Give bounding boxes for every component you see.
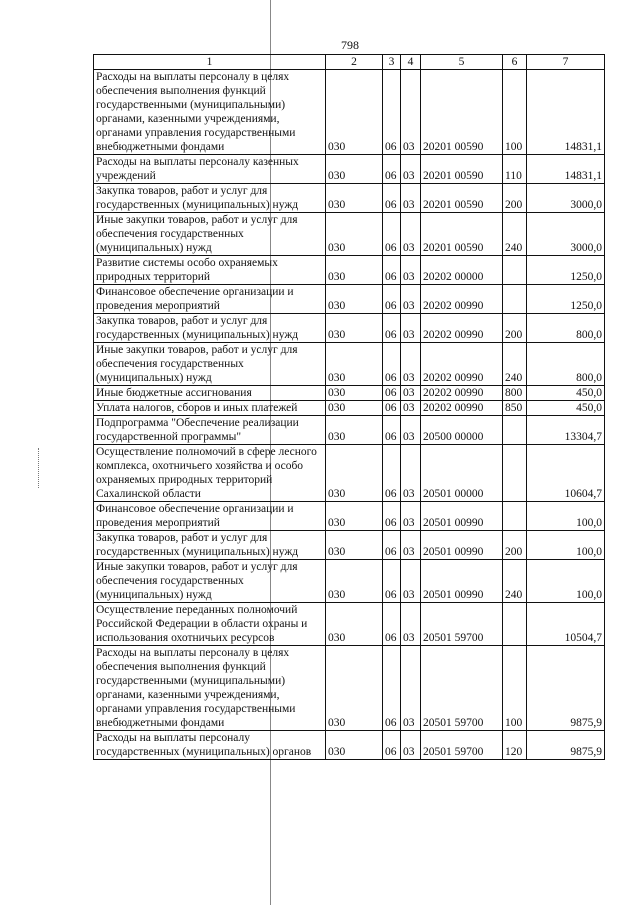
row-name-cell: Иные закупки товаров, работ и услуг для обеспечения государственных (муниципальных) нужд (94, 560, 326, 603)
row-admin-code-cell: 030 (326, 70, 383, 155)
row-subsection-cell: 03 (401, 603, 421, 646)
row-section-cell: 06 (383, 155, 401, 184)
row-admin-code-cell: 030 (326, 256, 383, 285)
table-row (94, 184, 605, 213)
row-admin-code-cell: 030 (326, 285, 383, 314)
table-row (94, 386, 605, 401)
row-target-code-cell: 20501 59700 (421, 603, 503, 646)
table-row (94, 314, 605, 343)
row-expense-type-cell: 110 (503, 155, 527, 184)
row-target-code-cell: 20500 00000 (421, 416, 503, 445)
row-section-cell: 06 (383, 416, 401, 445)
row-target-code-cell: 20202 00990 (421, 401, 503, 416)
row-admin-code-cell: 030 (326, 560, 383, 603)
row-subsection-cell: 03 (401, 386, 421, 401)
row-amount-cell: 3000,0 (527, 213, 605, 256)
row-name-cell: Расходы на выплаты персоналу государственных (муниципальных) органов (94, 731, 326, 760)
table-row (94, 531, 605, 560)
row-section-cell: 06 (383, 285, 401, 314)
row-section-cell: 06 (383, 386, 401, 401)
row-amount-cell: 100,0 (527, 502, 605, 531)
row-subsection-cell: 03 (401, 416, 421, 445)
row-admin-code-cell: 030 (326, 603, 383, 646)
row-amount-cell: 800,0 (527, 343, 605, 386)
row-section-cell: 06 (383, 70, 401, 155)
row-expense-type-cell: 200 (503, 531, 527, 560)
row-amount-cell: 3000,0 (527, 184, 605, 213)
row-expense-type-cell: 850 (503, 401, 527, 416)
header-col-2: 2 (326, 55, 383, 70)
row-admin-code-cell: 030 (326, 445, 383, 502)
row-expense-type-cell: 100 (503, 646, 527, 731)
row-target-code-cell: 20202 00990 (421, 285, 503, 314)
row-admin-code-cell: 030 (326, 213, 383, 256)
row-name-cell: Расходы на выплаты персоналу в целях обеспечения выполнения функций государственными (муниципальными) органами, казенными учреждениями, органами управления государственными внебюджетными фондами (94, 70, 326, 155)
row-section-cell: 06 (383, 445, 401, 502)
row-subsection-cell: 03 (401, 70, 421, 155)
row-admin-code-cell: 030 (326, 646, 383, 731)
row-admin-code-cell: 030 (326, 184, 383, 213)
row-subsection-cell: 03 (401, 184, 421, 213)
row-name-cell: Закупка товаров, работ и услуг для государственных (муниципальных) нужд (94, 531, 326, 560)
row-target-code-cell: 20202 00990 (421, 343, 503, 386)
row-amount-cell: 14831,1 (527, 155, 605, 184)
row-admin-code-cell: 030 (326, 314, 383, 343)
row-amount-cell: 800,0 (527, 314, 605, 343)
row-admin-code-cell: 030 (326, 531, 383, 560)
table-row (94, 70, 605, 155)
row-amount-cell: 1250,0 (527, 285, 605, 314)
row-admin-code-cell: 030 (326, 386, 383, 401)
row-amount-cell: 1250,0 (527, 256, 605, 285)
row-section-cell: 06 (383, 343, 401, 386)
row-expense-type-cell: 200 (503, 184, 527, 213)
row-expense-type-cell: 800 (503, 386, 527, 401)
row-target-code-cell: 20202 00990 (421, 314, 503, 343)
row-amount-cell: 10504,7 (527, 603, 605, 646)
table-header-row (94, 55, 605, 70)
row-expense-type-cell (503, 445, 527, 502)
row-admin-code-cell: 030 (326, 731, 383, 760)
header-col-3: 3 (383, 55, 401, 70)
row-section-cell: 06 (383, 531, 401, 560)
row-target-code-cell: 20501 59700 (421, 731, 503, 760)
table-row (94, 213, 605, 256)
row-subsection-cell: 03 (401, 285, 421, 314)
row-target-code-cell: 20501 59700 (421, 646, 503, 731)
row-name-cell: Финансовое обеспечение организации и проведения мероприятий (94, 285, 326, 314)
row-expense-type-cell: 100 (503, 70, 527, 155)
row-expense-type-cell: 240 (503, 560, 527, 603)
row-amount-cell: 9875,9 (527, 646, 605, 731)
row-expense-type-cell (503, 256, 527, 285)
table-row (94, 416, 605, 445)
row-section-cell: 06 (383, 314, 401, 343)
row-section-cell: 06 (383, 401, 401, 416)
row-subsection-cell: 03 (401, 560, 421, 603)
row-name-cell: Уплата налогов, сборов и иных платежей (94, 401, 326, 416)
row-name-cell: Иные бюджетные ассигнования (94, 386, 326, 401)
row-name-cell: Закупка товаров, работ и услуг для государственных (муниципальных) нужд (94, 314, 326, 343)
row-expense-type-cell (503, 416, 527, 445)
row-amount-cell: 100,0 (527, 560, 605, 603)
row-target-code-cell: 20201 00590 (421, 213, 503, 256)
row-name-cell: Расходы на выплаты персоналу в целях обеспечения выполнения функций государственными (муниципальными) органами, казенными учреждениями, органами управления государственными внебюджетными фондами (94, 646, 326, 731)
row-name-cell: Иные закупки товаров, работ и услуг для обеспечения государственных (муниципальных) нужд (94, 343, 326, 386)
row-target-code-cell: 20202 00000 (421, 256, 503, 285)
row-expense-type-cell (503, 285, 527, 314)
header-col-7: 7 (527, 55, 605, 70)
table-row (94, 285, 605, 314)
row-admin-code-cell: 030 (326, 502, 383, 531)
row-amount-cell: 13304,7 (527, 416, 605, 445)
row-expense-type-cell: 120 (503, 731, 527, 760)
row-target-code-cell: 20501 00990 (421, 560, 503, 603)
row-section-cell: 06 (383, 256, 401, 285)
table-row (94, 502, 605, 531)
row-subsection-cell: 03 (401, 256, 421, 285)
table-row (94, 343, 605, 386)
row-expense-type-cell (503, 603, 527, 646)
row-name-cell: Подпрограмма "Обеспечение реализации государственной программы" (94, 416, 326, 445)
row-section-cell: 06 (383, 603, 401, 646)
table-row (94, 560, 605, 603)
row-section-cell: 06 (383, 184, 401, 213)
page-number: 798 (341, 38, 359, 52)
row-target-code-cell: 20201 00590 (421, 184, 503, 213)
budget-table (93, 54, 605, 760)
row-name-cell: Иные закупки товаров, работ и услуг для обеспечения государственных (муниципальных) нужд (94, 213, 326, 256)
row-section-cell: 06 (383, 646, 401, 731)
row-target-code-cell: 20501 00000 (421, 445, 503, 502)
row-subsection-cell: 03 (401, 343, 421, 386)
row-subsection-cell: 03 (401, 531, 421, 560)
row-subsection-cell: 03 (401, 401, 421, 416)
row-target-code-cell: 20202 00990 (421, 386, 503, 401)
row-subsection-cell: 03 (401, 213, 421, 256)
row-name-cell: Закупка товаров, работ и услуг для государственных (муниципальных) нужд (94, 184, 326, 213)
row-admin-code-cell: 030 (326, 401, 383, 416)
row-admin-code-cell: 030 (326, 343, 383, 386)
row-expense-type-cell (503, 502, 527, 531)
row-amount-cell: 450,0 (527, 386, 605, 401)
table-row (94, 731, 605, 760)
margin-marks (38, 448, 43, 488)
row-amount-cell: 450,0 (527, 401, 605, 416)
row-section-cell: 06 (383, 502, 401, 531)
row-amount-cell: 9875,9 (527, 731, 605, 760)
row-name-cell: Осуществление переданных полномочий Российской Федерации в области охраны и использования охотничьих ресурсов (94, 603, 326, 646)
row-target-code-cell: 20201 00590 (421, 70, 503, 155)
table-row (94, 646, 605, 731)
row-name-cell: Развитие системы особо охраняемых природных территорий (94, 256, 326, 285)
header-col-6: 6 (503, 55, 527, 70)
row-admin-code-cell: 030 (326, 416, 383, 445)
row-admin-code-cell: 030 (326, 155, 383, 184)
row-section-cell: 06 (383, 560, 401, 603)
row-subsection-cell: 03 (401, 445, 421, 502)
row-expense-type-cell: 240 (503, 343, 527, 386)
row-amount-cell: 10604,7 (527, 445, 605, 502)
table-row (94, 603, 605, 646)
row-section-cell: 06 (383, 213, 401, 256)
table-row (94, 155, 605, 184)
row-name-cell: Расходы на выплаты персоналу казенных учреждений (94, 155, 326, 184)
header-col-4: 4 (401, 55, 421, 70)
row-section-cell: 06 (383, 731, 401, 760)
row-name-cell: Осуществление полномочий в сфере лесного комплекса, охотничьего хозяйства и особо охраняемых природных территорий Сахалинской области (94, 445, 326, 502)
row-expense-type-cell: 200 (503, 314, 527, 343)
row-expense-type-cell: 240 (503, 213, 527, 256)
row-name-cell: Финансовое обеспечение организации и проведения мероприятий (94, 502, 326, 531)
row-amount-cell: 100,0 (527, 531, 605, 560)
row-target-code-cell: 20201 00590 (421, 155, 503, 184)
table-row (94, 445, 605, 502)
row-target-code-cell: 20501 00990 (421, 531, 503, 560)
table-row (94, 401, 605, 416)
table-row (94, 256, 605, 285)
row-amount-cell: 14831,1 (527, 70, 605, 155)
header-col-1: 1 (94, 55, 326, 70)
row-subsection-cell: 03 (401, 646, 421, 731)
row-subsection-cell: 03 (401, 502, 421, 531)
row-subsection-cell: 03 (401, 155, 421, 184)
row-target-code-cell: 20501 00990 (421, 502, 503, 531)
row-subsection-cell: 03 (401, 314, 421, 343)
header-col-5: 5 (421, 55, 503, 70)
row-subsection-cell: 03 (401, 731, 421, 760)
